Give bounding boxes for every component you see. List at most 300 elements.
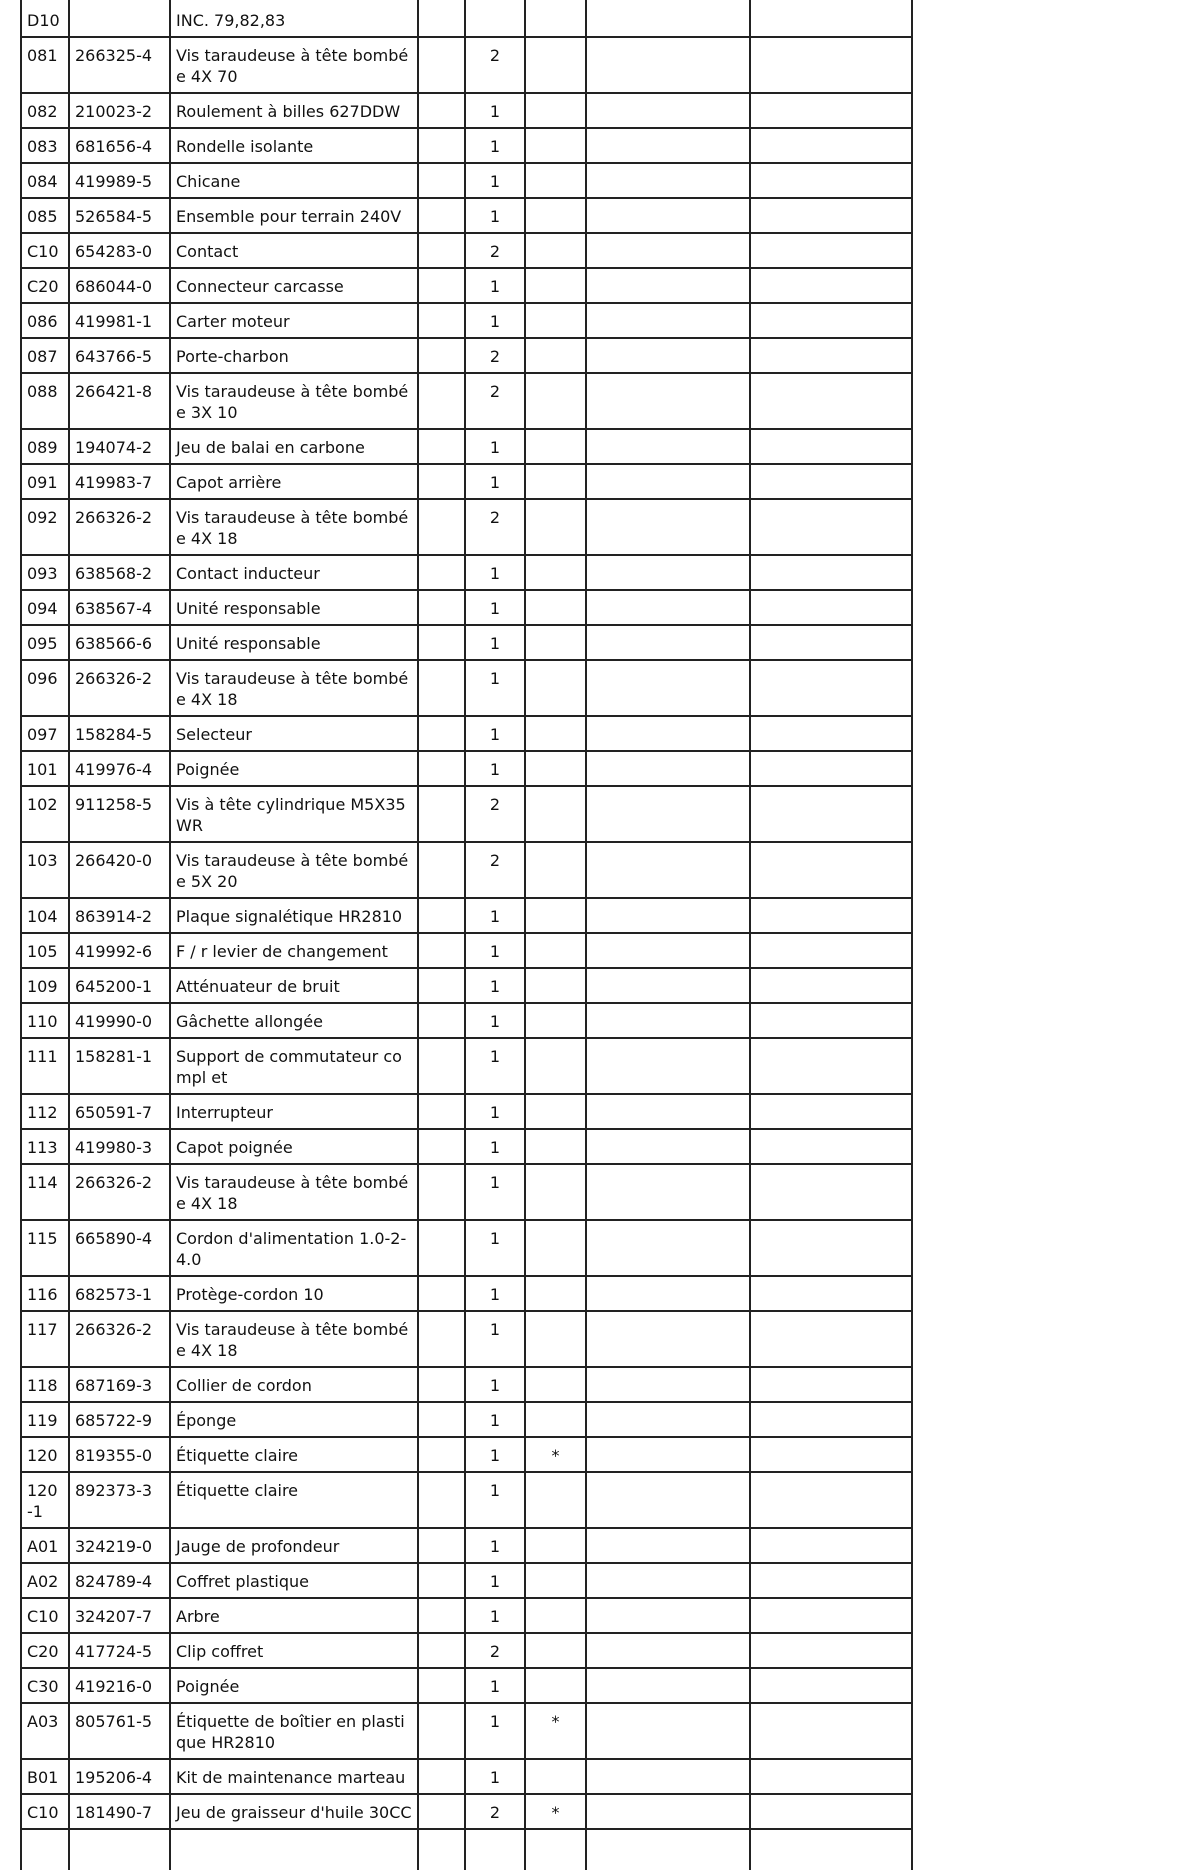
description-cell: Selecteur [170, 716, 418, 751]
ref-cell: 085 [21, 198, 69, 233]
empty-cell [586, 1598, 750, 1633]
table-row [21, 1038, 912, 1094]
empty-cell [418, 933, 465, 968]
empty-cell [750, 499, 912, 555]
ref-cell: 117 [21, 1311, 69, 1367]
empty-cell [418, 842, 465, 898]
quantity-cell: 1 [465, 1094, 525, 1129]
description-cell: Vis taraudeuse à tête bombée 4X 18 [170, 499, 418, 555]
empty-cell [586, 499, 750, 555]
part-number-cell: 324219-0 [69, 1528, 170, 1563]
empty-cell [586, 660, 750, 716]
empty-cell [586, 1703, 750, 1759]
empty-cell [586, 338, 750, 373]
description-cell: Carter moteur [170, 303, 418, 338]
empty-cell [418, 660, 465, 716]
empty-cell [418, 373, 465, 429]
empty-cell [586, 590, 750, 625]
table-row [21, 338, 912, 373]
description-cell: Poignée [170, 1668, 418, 1703]
description-cell: Étiquette de boîtier en plastique HR2810 [170, 1703, 418, 1759]
description-cell: Vis taraudeuse à tête bombée 4X 70 [170, 37, 418, 93]
table-row [21, 128, 912, 163]
note-cell: * [525, 1703, 586, 1759]
quantity-cell: 1 [465, 1528, 525, 1563]
table-row [21, 37, 912, 93]
empty-cell [418, 1794, 465, 1829]
ref-cell: 092 [21, 499, 69, 555]
table-row [21, 1311, 912, 1367]
empty-cell [750, 1164, 912, 1220]
empty-cell [418, 464, 465, 499]
empty-cell [750, 268, 912, 303]
empty-cell [750, 1367, 912, 1402]
empty-cell [586, 555, 750, 590]
ref-cell: 113 [21, 1129, 69, 1164]
empty-cell [418, 590, 465, 625]
description-cell: Collier de cordon [170, 1367, 418, 1402]
quantity-cell: 1 [465, 1164, 525, 1220]
quantity-cell: 1 [465, 1402, 525, 1437]
empty-cell [586, 429, 750, 464]
table-row [21, 590, 912, 625]
empty-cell [586, 93, 750, 128]
description-cell: Vis taraudeuse à tête bombée 4X 18 [170, 1164, 418, 1220]
part-number-cell: 158284-5 [69, 716, 170, 751]
empty-cell [586, 1668, 750, 1703]
empty-cell [418, 1633, 465, 1668]
part-number-cell: 419216-0 [69, 1668, 170, 1703]
quantity-cell: 1 [465, 1220, 525, 1276]
table-row [21, 93, 912, 128]
empty-cell [750, 751, 912, 786]
ref-cell: 086 [21, 303, 69, 338]
empty-cell [750, 0, 912, 37]
quantity-cell: 2 [465, 1794, 525, 1829]
description-cell: Chicane [170, 163, 418, 198]
empty-cell [586, 1633, 750, 1668]
empty-cell [586, 1563, 750, 1598]
table-row [21, 1703, 912, 1759]
empty-cell [750, 968, 912, 1003]
part-number-cell: 687169-3 [69, 1367, 170, 1402]
part-number-cell: 685722-9 [69, 1402, 170, 1437]
table-row [21, 1437, 912, 1472]
quantity-cell: 1 [465, 1003, 525, 1038]
empty-cell [418, 1437, 465, 1472]
quantity-cell [465, 0, 525, 37]
empty-cell [586, 1528, 750, 1563]
empty-cell [750, 898, 912, 933]
empty-cell [586, 1311, 750, 1367]
ref-cell: C20 [21, 268, 69, 303]
empty-cell [418, 128, 465, 163]
table-row [21, 1563, 912, 1598]
description-cell: F / r levier de changement [170, 933, 418, 968]
table-row [21, 1794, 912, 1829]
ref-cell: 120 [21, 1437, 69, 1472]
table-row [21, 933, 912, 968]
description-cell: Coffret plastique [170, 1563, 418, 1598]
table-row [21, 716, 912, 751]
quantity-cell: 1 [465, 1367, 525, 1402]
empty-cell [418, 716, 465, 751]
description-cell: Contact [170, 233, 418, 268]
description-cell: Vis taraudeuse à tête bombée 3X 10 [170, 373, 418, 429]
ref-cell: 118 [21, 1367, 69, 1402]
empty-cell [418, 1668, 465, 1703]
table-row [21, 555, 912, 590]
description-cell: Cordon d'alimentation 1.0-2-4.0 [170, 1220, 418, 1276]
quantity-cell: 1 [465, 660, 525, 716]
empty-cell [750, 786, 912, 842]
empty-cell [418, 555, 465, 590]
part-number-cell: 650591-7 [69, 1094, 170, 1129]
ref-cell: 105 [21, 933, 69, 968]
ref-cell: 111 [21, 1038, 69, 1094]
ref-cell: C10 [21, 233, 69, 268]
empty-cell [586, 1003, 750, 1038]
ref-cell: 101 [21, 751, 69, 786]
description-cell: Arbre [170, 1598, 418, 1633]
part-number-cell: 665890-4 [69, 1220, 170, 1276]
table-row [21, 198, 912, 233]
empty-cell [586, 1402, 750, 1437]
quantity-cell: 1 [465, 751, 525, 786]
note-cell [525, 198, 586, 233]
table-row [21, 464, 912, 499]
part-number-cell: 419976-4 [69, 751, 170, 786]
empty-cell [750, 373, 912, 429]
empty-cell [586, 233, 750, 268]
part-number-cell: 911258-5 [69, 786, 170, 842]
table-row [21, 1003, 912, 1038]
table-row [21, 1402, 912, 1437]
note-cell [525, 163, 586, 198]
ref-cell: A02 [21, 1563, 69, 1598]
table-row [21, 1129, 912, 1164]
part-number-cell: 419981-1 [69, 303, 170, 338]
table-row [21, 163, 912, 198]
description-cell: Vis taraudeuse à tête bombée 5X 20 [170, 842, 418, 898]
empty-cell [750, 1276, 912, 1311]
empty-cell [586, 268, 750, 303]
table-row [21, 1598, 912, 1633]
empty-cell [418, 625, 465, 660]
note-cell [525, 1633, 586, 1668]
empty-cell [750, 1633, 912, 1668]
ref-cell: 110 [21, 1003, 69, 1038]
empty-cell [586, 716, 750, 751]
part-number-cell: 417724-5 [69, 1633, 170, 1668]
empty-cell [418, 1472, 465, 1528]
empty-cell [750, 37, 912, 93]
ref-cell: A03 [21, 1703, 69, 1759]
empty-cell [750, 1794, 912, 1829]
ref-cell: D10 [21, 0, 69, 37]
note-cell [525, 660, 586, 716]
empty-cell [750, 1094, 912, 1129]
empty-cell [418, 1129, 465, 1164]
part-number-cell: 419989-5 [69, 163, 170, 198]
table-row [21, 1220, 912, 1276]
empty-cell [750, 1668, 912, 1703]
table-row [21, 1633, 912, 1668]
note-cell [525, 93, 586, 128]
note-cell [525, 1164, 586, 1220]
note-cell [525, 842, 586, 898]
ref-cell: 088 [21, 373, 69, 429]
note-cell [525, 898, 586, 933]
quantity-cell: 2 [465, 786, 525, 842]
empty-cell [750, 198, 912, 233]
note-cell: * [525, 1794, 586, 1829]
description-cell: Éponge [170, 1402, 418, 1437]
description-cell: Vis à tête cylindrique M5X35 WR [170, 786, 418, 842]
ref-cell: 084 [21, 163, 69, 198]
note-cell [525, 1528, 586, 1563]
note-cell [525, 786, 586, 842]
part-number-cell: 526584-5 [69, 198, 170, 233]
part-number-cell: 645200-1 [69, 968, 170, 1003]
empty-cell [418, 268, 465, 303]
ref-cell: 109 [21, 968, 69, 1003]
empty-cell [586, 1220, 750, 1276]
description-cell: INC. 79,82,83 [170, 0, 418, 37]
part-number-cell: 654283-0 [69, 233, 170, 268]
quantity-cell: 1 [465, 555, 525, 590]
note-cell [525, 429, 586, 464]
description-cell: Ensemble pour terrain 240V [170, 198, 418, 233]
empty-cell [750, 1598, 912, 1633]
empty-cell [586, 37, 750, 93]
parts-table [20, 0, 913, 1870]
empty-cell [418, 338, 465, 373]
ref-cell: 112 [21, 1094, 69, 1129]
part-number-cell: 419980-3 [69, 1129, 170, 1164]
quantity-cell: 1 [465, 1311, 525, 1367]
description-cell: Roulement à billes 627DDW [170, 93, 418, 128]
empty-cell [418, 751, 465, 786]
ref-cell: 091 [21, 464, 69, 499]
empty-cell [750, 590, 912, 625]
empty-cell [418, 0, 465, 37]
table-row [21, 786, 912, 842]
ref-cell: A01 [21, 1528, 69, 1563]
ref-cell: 083 [21, 128, 69, 163]
empty-cell [465, 1829, 525, 1870]
empty-cell [586, 1276, 750, 1311]
table-row [21, 625, 912, 660]
note-cell [525, 303, 586, 338]
part-number-cell: 324207-7 [69, 1598, 170, 1633]
part-number-cell: 892373-3 [69, 1472, 170, 1528]
note-cell [525, 37, 586, 93]
ref-cell: 097 [21, 716, 69, 751]
note-cell [525, 233, 586, 268]
table-row [21, 1094, 912, 1129]
description-cell: Jeu de balai en carbone [170, 429, 418, 464]
quantity-cell: 1 [465, 1276, 525, 1311]
note-cell [525, 625, 586, 660]
note-cell [525, 716, 586, 751]
empty-cell [418, 1276, 465, 1311]
note-cell [525, 1094, 586, 1129]
ref-cell: 096 [21, 660, 69, 716]
empty-cell [750, 1003, 912, 1038]
empty-cell [586, 1437, 750, 1472]
empty-cell [586, 0, 750, 37]
empty-cell [418, 1598, 465, 1633]
note-cell [525, 1402, 586, 1437]
note-cell [525, 1276, 586, 1311]
empty-cell [750, 1472, 912, 1528]
empty-cell [586, 373, 750, 429]
empty-cell [586, 303, 750, 338]
ref-cell: 104 [21, 898, 69, 933]
empty-cell [418, 37, 465, 93]
empty-cell [418, 786, 465, 842]
part-number-cell: 419992-6 [69, 933, 170, 968]
quantity-cell: 1 [465, 1759, 525, 1794]
empty-cell [750, 1759, 912, 1794]
note-cell [525, 1759, 586, 1794]
note-cell [525, 499, 586, 555]
empty-cell [418, 1829, 465, 1870]
note-cell [525, 1367, 586, 1402]
table-row [21, 1472, 912, 1528]
empty-cell [750, 625, 912, 660]
part-number-cell: 638567-4 [69, 590, 170, 625]
ref-cell: 093 [21, 555, 69, 590]
note-cell: * [525, 1437, 586, 1472]
part-number-cell: 681656-4 [69, 128, 170, 163]
empty-cell [418, 429, 465, 464]
empty-cell [525, 1829, 586, 1870]
empty-cell [418, 1703, 465, 1759]
note-cell [525, 1598, 586, 1633]
empty-cell [586, 1759, 750, 1794]
empty-cell [418, 93, 465, 128]
description-cell: Étiquette claire [170, 1472, 418, 1528]
quantity-cell: 1 [465, 1703, 525, 1759]
table-row [21, 429, 912, 464]
note-cell [525, 590, 586, 625]
empty-cell [750, 128, 912, 163]
quantity-cell: 1 [465, 1563, 525, 1598]
part-number-cell: 266326-2 [69, 1311, 170, 1367]
description-cell: Atténuateur de bruit [170, 968, 418, 1003]
table-row [21, 233, 912, 268]
table-row [21, 268, 912, 303]
note-cell [525, 1220, 586, 1276]
empty-cell [418, 1367, 465, 1402]
empty-cell [418, 1759, 465, 1794]
empty-cell [750, 93, 912, 128]
empty-cell [418, 1038, 465, 1094]
empty-cell [750, 933, 912, 968]
note-cell [525, 1563, 586, 1598]
quantity-cell: 1 [465, 590, 525, 625]
empty-cell [586, 1129, 750, 1164]
empty-cell [750, 338, 912, 373]
empty-cell [586, 1829, 750, 1870]
description-cell: Interrupteur [170, 1094, 418, 1129]
empty-cell [586, 1164, 750, 1220]
quantity-cell: 2 [465, 1633, 525, 1668]
empty-cell [750, 660, 912, 716]
ref-cell: 115 [21, 1220, 69, 1276]
empty-cell [750, 233, 912, 268]
table-row [21, 1164, 912, 1220]
quantity-cell: 1 [465, 1472, 525, 1528]
empty-cell [418, 198, 465, 233]
empty-cell [750, 1311, 912, 1367]
part-number-cell: 195206-4 [69, 1759, 170, 1794]
description-cell: Capot arrière [170, 464, 418, 499]
note-cell [525, 338, 586, 373]
empty-cell [750, 1402, 912, 1437]
part-number-cell: 638566-6 [69, 625, 170, 660]
quantity-cell: 2 [465, 373, 525, 429]
quantity-cell: 1 [465, 429, 525, 464]
empty-cell [418, 1563, 465, 1598]
parts-table-body [21, 0, 912, 1870]
empty-cell [586, 842, 750, 898]
quantity-cell: 1 [465, 1668, 525, 1703]
ref-cell: C30 [21, 1668, 69, 1703]
ref-cell: 089 [21, 429, 69, 464]
part-number-cell: 824789-4 [69, 1563, 170, 1598]
note-cell [525, 1472, 586, 1528]
empty-cell [418, 898, 465, 933]
part-number-cell: 863914-2 [69, 898, 170, 933]
table-row [21, 1367, 912, 1402]
empty-cell [69, 1829, 170, 1870]
ref-cell: 103 [21, 842, 69, 898]
empty-cell [750, 555, 912, 590]
part-number-cell [69, 0, 170, 37]
ref-cell: B01 [21, 1759, 69, 1794]
note-cell [525, 1311, 586, 1367]
empty-cell [586, 1094, 750, 1129]
table-row [21, 373, 912, 429]
empty-cell [586, 751, 750, 786]
empty-cell [750, 1437, 912, 1472]
ref-cell: 102 [21, 786, 69, 842]
part-number-cell: 419990-0 [69, 1003, 170, 1038]
part-number-cell: 194074-2 [69, 429, 170, 464]
note-cell [525, 933, 586, 968]
note-cell [525, 268, 586, 303]
description-cell: Kit de maintenance marteau [170, 1759, 418, 1794]
empty-cell [586, 786, 750, 842]
part-number-cell: 266326-2 [69, 499, 170, 555]
table-row [21, 499, 912, 555]
ref-cell: 114 [21, 1164, 69, 1220]
empty-cell [586, 464, 750, 499]
description-cell: Jeu de graisseur d'huile 30CC [170, 1794, 418, 1829]
description-cell: Unité responsable [170, 625, 418, 660]
empty-cell [586, 1472, 750, 1528]
part-number-cell: 638568-2 [69, 555, 170, 590]
empty-cell [750, 842, 912, 898]
empty-cell [750, 716, 912, 751]
empty-cell [418, 1094, 465, 1129]
table-row [21, 1528, 912, 1563]
note-cell [525, 0, 586, 37]
empty-cell [418, 163, 465, 198]
